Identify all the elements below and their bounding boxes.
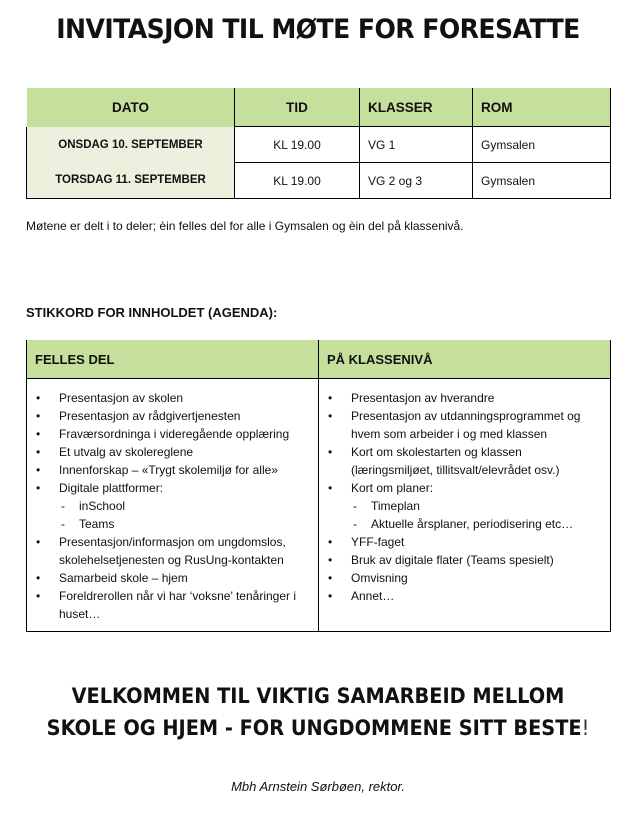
bullet-icon: • [328,445,333,459]
column-header-dato: DATO [27,88,235,127]
agenda-item [325,389,604,407]
meeting-date: ONSDAG 10. SEPTEMBER [27,127,235,163]
agenda-item-text: Presentasjon av rådgivertjenesten [59,409,241,423]
agenda-item-text: Presentasjon av hverandre [351,391,495,405]
meeting-room: Gymsalen [473,127,611,163]
bullet-icon: • [36,445,41,459]
column-header-klasser: KLASSER [360,88,473,127]
agenda-item-text: YFF-faget [351,535,405,549]
agenda-item-text: Presentasjon av utdanningsprogrammet og hvem som arbeider i og med klassen [351,409,581,441]
agenda-klasseniva-cell [319,379,611,632]
meeting-time: KL 19.00 [235,127,360,163]
meeting-schedule-table [26,88,611,199]
bullet-icon: • [36,463,41,477]
bullet-icon: • [328,481,333,495]
meeting-room: Gymsalen [473,163,611,199]
agenda-item [325,533,604,551]
bullet-icon: • [36,589,41,603]
agenda-item [33,425,312,443]
agenda-item [33,587,312,623]
table-row [27,127,611,163]
agenda-item-text: Digitale plattformer: [59,481,164,495]
agenda-item [33,461,312,479]
agenda-sub-item [33,515,312,533]
agenda-item-text: Fraværsordninga i videregående opplæring [59,427,290,441]
meeting-classes: VG 2 og 3 [360,163,473,199]
agenda-item-text: Kort om skolestarten og klassen (læringsmiljøet, tillitsvalt/elevrådet osv.) [351,445,560,477]
agenda-felles-list [33,389,312,623]
agenda-sub-item [33,497,312,515]
table-row [27,163,611,199]
agenda-item [33,407,312,425]
agenda-item-text: Samarbeid skole – hjem [59,571,188,585]
agenda-item [325,443,604,479]
agenda-item [325,587,604,605]
agenda-sub-item [325,497,604,515]
dash-bullet-icon: - [353,517,357,531]
agenda-item-text: inSchool [79,499,126,513]
meeting-date: TORSDAG 11. SEPTEMBER [27,163,235,199]
agenda-sub-item [325,515,604,533]
agenda-item-text: Timeplan [371,499,420,513]
bullet-icon: • [36,409,41,423]
bullet-icon: • [36,535,41,549]
agenda-item [33,389,312,407]
dash-bullet-icon: - [353,499,357,513]
bullet-icon: • [328,409,333,423]
agenda-column-header-klasseniva: PÅ KLASSENIVÅ [319,340,611,379]
meeting-time: KL 19.00 [235,163,360,199]
agenda-item-text: Bruk av digitale flater (Teams spesielt) [351,553,554,567]
welcome-exclamation: ! [581,716,590,740]
agenda-item-text: Teams [79,517,115,531]
welcome-line-2-text: SKOLE OG HJEM - FOR UNGDOMMENE SITT BESTE [46,716,582,740]
column-header-tid: TID [235,88,360,127]
agenda-item [33,533,312,569]
welcome-line-1: VELKOMMEN TIL VIKTIG SAMARBEID MELLOM [71,684,565,708]
table-header-row [27,88,611,127]
agenda-felles-cell [27,379,319,632]
agenda-item-text: Kort om planer: [351,481,434,495]
welcome-line-2 [25,712,610,744]
agenda-item [33,569,312,587]
bullet-icon: • [36,391,41,405]
bullet-icon: • [36,427,41,441]
page-title: INVITASJON TIL MØTE FOR FORESATTE [56,14,580,45]
welcome-message [25,680,610,744]
meeting-note: Møtene er delt i to deler; èin felles del for alle i Gymsalen og èin del på klassenivå. [26,219,464,233]
agenda-header-row [27,340,611,379]
agenda-item-text: Aktuelle årsplaner, periodisering etc… [371,517,574,531]
agenda-item-text: Innenforskap – «Trygt skolemiljø for alle» [59,463,278,477]
agenda-item [325,551,604,569]
agenda-item-text: Foreldrerollen når vi har ‘voksne’ tenåringer i huset… [59,589,296,621]
agenda-heading: STIKKORD FOR INNHOLDET (AGENDA): [26,305,278,320]
bullet-icon: • [36,571,41,585]
agenda-item [33,443,312,461]
agenda-item-text: Et utvalg av skolereglene [59,445,194,459]
agenda-item [325,407,604,443]
agenda-item-text: Omvisning [351,571,408,585]
agenda-table [26,340,611,632]
bullet-icon: • [328,553,333,567]
signature: Mbh Arnstein Sørbøen, rektor. [231,779,405,794]
dash-bullet-icon: - [61,517,65,531]
bullet-icon: • [328,535,333,549]
agenda-column-header-felles: FELLES DEL [27,340,319,379]
agenda-klasseniva-list [325,389,604,605]
bullet-icon: • [328,391,333,405]
agenda-item-text: Presentasjon/informasjon om ungdomslos, skolehelsetjenesten og RusUng-kontakten [59,535,286,567]
bullet-icon: • [328,589,333,603]
agenda-item [33,479,312,497]
agenda-item-text: Annet… [351,589,395,603]
meeting-classes: VG 1 [360,127,473,163]
agenda-content-row [27,379,611,632]
agenda-item [325,569,604,587]
agenda-item [325,479,604,497]
bullet-icon: • [36,481,41,495]
bullet-icon: • [328,571,333,585]
column-header-rom: ROM [473,88,611,127]
agenda-item-text: Presentasjon av skolen [59,391,184,405]
dash-bullet-icon: - [61,499,65,513]
